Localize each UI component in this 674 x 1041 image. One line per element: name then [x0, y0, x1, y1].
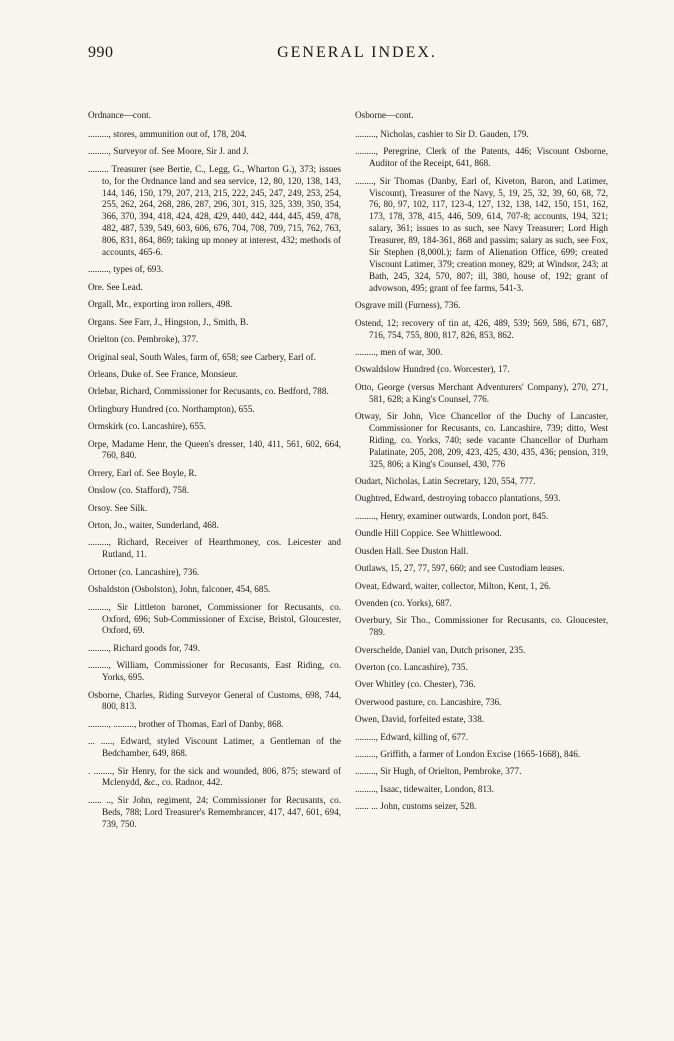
index-entry: Oswaldslow Hundred (co. Worcester), 17. [355, 364, 510, 375]
index-entry: Orlingbury Hundred (co. Northampton), 655. [88, 403, 255, 414]
index-entry: ........., Nicholas, cashier to Sir D. Gauden, 179. [355, 128, 529, 139]
index-entry: ........., Edward, killing of, 677. [355, 731, 469, 742]
index-entry: Orlebar, Richard, Commissioner for Recusants, co. Bedford, 788. [88, 386, 329, 397]
index-entry: ........., Sir Littleton baronet, Commissioner for Recusants, co. Oxford, 696; Sub-Commissioner of Excise, Bristol, Gloucester, Oxford, 69. [88, 601, 341, 636]
index-entry: Over Whitley (co. Chester), 736. [355, 679, 476, 690]
index-columns [88, 110, 608, 1030]
index-entry: Ovenden (co. Yorks), 687. [355, 597, 452, 608]
index-entry: . ........, Sir Henry, for the sick and wounded, 806, 875; steward of Mclenydd, &c., co. Radnor, 442. [88, 765, 341, 788]
index-entry: Orleans, Duke of. See France, Monsieur. [88, 368, 238, 379]
index-entry: Orgall, Mr., exporting iron rollers, 498. [88, 299, 233, 310]
index-entry: Onslow (co. Stafford), 758. [88, 485, 189, 496]
index-entry: ........., stores, ammunition out of, 178, 204. [88, 128, 247, 139]
continued-heading: Ordnance—cont. [88, 110, 152, 120]
index-entry: ........., Griffith, a farmer of London Excise (1665-1668), 846. [355, 749, 581, 760]
index-entry: ........., types of, 693. [88, 264, 164, 275]
right-column [355, 110, 608, 1030]
index-entry: Osborne, Charles, Riding Surveyor General of Customs, 698, 744, 800, 813. [88, 689, 341, 712]
index-entry: ........., Peregrine, Clerk of the Patents, 446; Viscount Osborne, Auditor of the Receipt, 641, 868. [355, 146, 608, 169]
index-entry: Osgrave mill (Furness), 736. [355, 300, 461, 311]
index-entry: Overschelde, Daniel van, Dutch prisoner, 235. [355, 644, 526, 655]
index-entry: ........., Richard, Receiver of Hearthmoney, cos. Leicester and Rutland, 11. [88, 537, 341, 560]
index-entry: Ousden Hall. See Duston Hall. [355, 545, 469, 556]
index-entry: ........, Sir Thomas (Danby, Earl of, Kiveton, Baron, and Latimer, Viscount), Treasurer of the Navy, 5, 19, 25, 32, 39, 60, 68, 72, 76, 80, 97, 102, 117, 123-4, 127, 132, 138, 142, 150, 151, 162, 173, 178, 378, 415, 446, 509, 614, 707-8; accounts, 194, 321; salary, 361; issues to as such, see Navy Treasurer; Lord High Treasurer, 89, 184-361, 868 and passim; salary as such, see Fox, Sir Stephen (8,000l.); farm of Alienation Office, 699; created Viscount Latimer, 379; creation money, 829; at Windsor, 243; at Bath, 245, 324, 570, 807; ill, 380, house of, 192; grant of advowson, 495; grant of fee farms, 541-3. [355, 175, 608, 293]
index-entry: Orsoy. See Silk. [88, 502, 148, 513]
index-entry: ........., Surveyor of. See Moore, Sir J. and J. [88, 146, 249, 157]
page-number: 990 [88, 44, 114, 61]
index-entry: Oundle Hill Coppice. See Whittlewood. [355, 528, 502, 539]
index-entry: Orrery, Earl of. See Boyle, R. [88, 467, 197, 478]
index-entry: Original seal, South Wales, farm of, 658; see Carbery, Earl of. [88, 351, 316, 362]
index-entry: ........., Isaac, tidewaiter, London, 813. [355, 783, 494, 794]
index-entry: Ostend, 12; recovery of tin at, 426, 489, 539; 569, 586, 671, 687, 716, 754, 755, 800, 817, 826, 853, 862. [355, 317, 608, 340]
index-entry: ...... ... John, customs seizer, 528. [355, 801, 477, 812]
index-entry: ........., William, Commissioner for Recusants, East Riding, co. Yorks, 695. [88, 660, 341, 683]
index-entry: ........., men of war, 300. [355, 346, 443, 357]
index-entry: Organs. See Farr, J., Hingston, J., Smith, B. [88, 316, 249, 327]
index-entry: Overwood pasture, co. Lancashire, 736. [355, 696, 502, 707]
index-entry: ........., Henry, examiner outwards, London port, 845. [355, 510, 549, 521]
index-entry: Orpe, Madame Henr, the Queen's dresser, 140, 411, 561, 602, 664, 760, 840. [88, 438, 341, 461]
index-entry: Osbaldston (Osbolston), John, falconer, 454, 685. [88, 584, 271, 595]
index-entry: Overbury, Sir Tho., Commissioner for Recusants, co. Gloucester, 789. [355, 615, 608, 638]
index-entry: Orton, Jo., waiter, Sunderland, 468. [88, 520, 219, 531]
index-entry: Owen, David, forfeited estate, 338. [355, 714, 485, 725]
running-head: GENERAL INDEX. [277, 44, 437, 61]
index-entry: Oudart, Nicholas, Latin Secretary, 120, 554, 777. [355, 476, 536, 487]
index-entry: ......... Treasurer (see Bertie, C., Legg, G., Wharton G.), 373; issues to, for the Ordnance land and sea service, 12, 80, 120, 138, 143, 144, 146, 150, 179, 207, 213, 215, 222, 245, 247, 249, 253, 254, 255, 262, 264, 268, 286, 287, 296, 301, 315, 325, 339, 350, 354, 366, 370, 394, 418, 424, 428, 429, 440, 442, 444, 445, 459, 478, 482, 487, 539, 549, 603, 606, 676, 704, 708, 709, 715, 762, 763, 806, 831, 864, 869; taking up money at interest, 432; methods of accounts, 465-6. [88, 163, 341, 258]
index-entry: ... ....., Edward, styled Viscount Latimer, a Gentleman of the Bedchamber, 649, 868. [88, 736, 341, 759]
index-entry: ........., ........., brother of Thomas, Earl of Danby, 868. [88, 718, 284, 729]
index-entry: Overton (co. Lancashire), 735. [355, 662, 468, 673]
index-entry: Otway, Sir John, Vice Chancellor of the Duchy of Lancaster, Commissioner for Recusants, co. Lancashire, 739; ditto, West Riding, co. Yorks, 740; sede vacante Chancellor of Durham Palatinate, 205, 208, 209, 423, 425, 430, 435, 436; pension, 319, 325, 806; a King's Counsel, 430, 776 [355, 411, 608, 469]
index-entry: Orielton (co. Pembroke), 377. [88, 334, 199, 345]
index-entry: ........., Sir Hugh, of Orielton, Pembroke, 377. [355, 766, 522, 777]
index-entry: Outlaws, 15, 27, 77, 597, 660; and see Custodiam leases. [355, 563, 565, 574]
index-entry: Oveat, Edward, waiter, collector, Milton, Kent, 1, 26. [355, 580, 551, 591]
index-entry: Oughtred, Edward, destroying tobacco plantations, 593. [355, 493, 561, 504]
index-entry: Ortoner (co. Lancashire), 736. [88, 566, 200, 577]
index-entry: Ore. See Lead. [88, 281, 143, 292]
continued-heading: Osborne—cont. [355, 110, 414, 120]
index-entry: ........., Richard goods for, 749. [88, 642, 200, 653]
index-entry: Otto, George (versus Merchant Adventurers' Company), 270, 271, 581, 628; a King's Counsel, 776. [355, 381, 608, 404]
left-column [88, 110, 341, 1030]
index-entry: Ormskirk (co. Lancashire), 655. [88, 421, 206, 432]
index-entry: ...... .., Sir John, regiment, 24; Commissioner for Recusants, co. Beds, 788; Lord Treasurer's Remembrancer, 417, 447, 601, 694, 739, 750. [88, 794, 341, 829]
